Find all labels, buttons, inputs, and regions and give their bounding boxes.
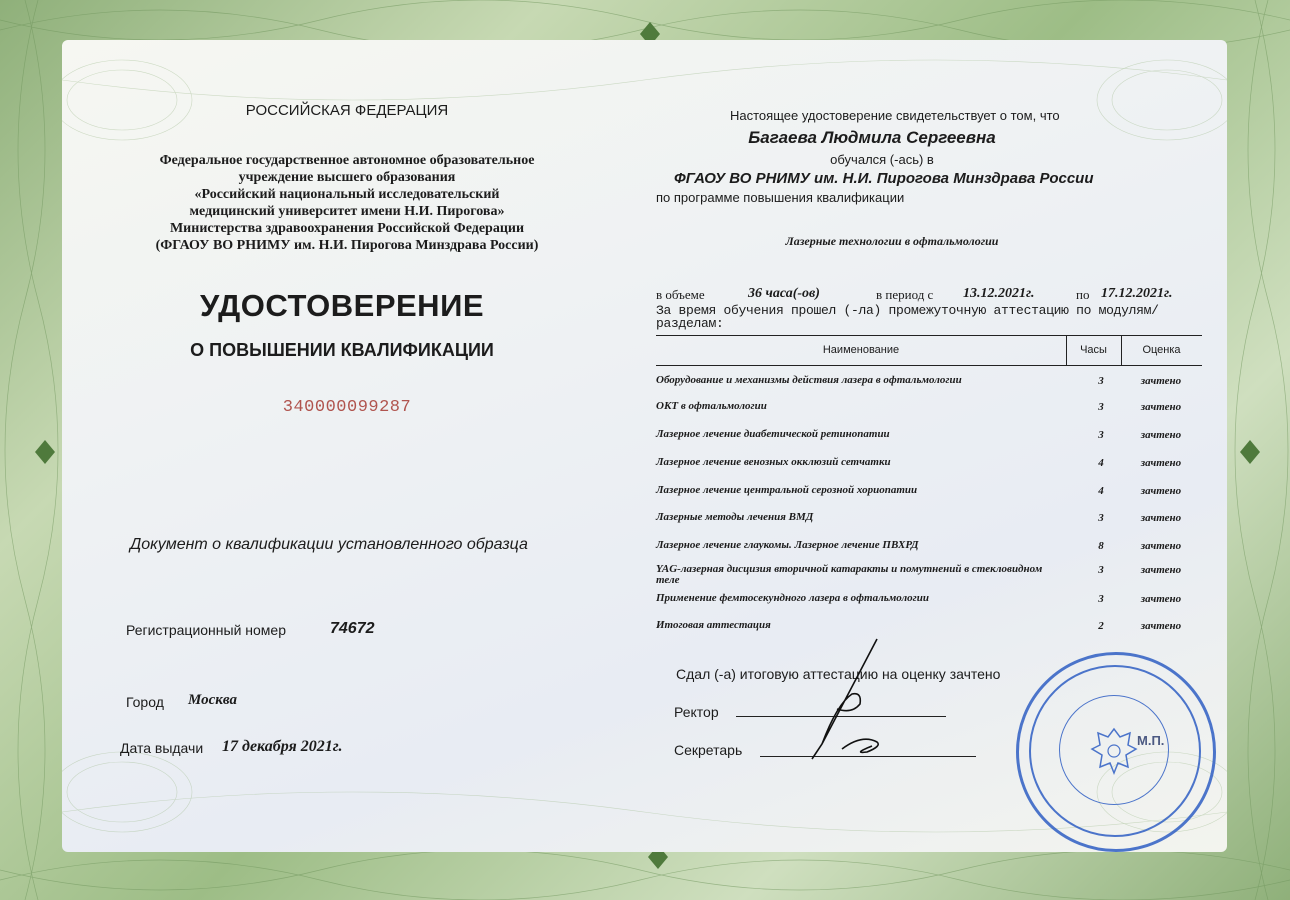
module-grade: зачтено: [1140, 512, 1182, 524]
studied-text: обучался (-ась) в: [830, 152, 934, 167]
module-grade: зачтено: [1140, 540, 1182, 552]
certificate-paper: [62, 40, 1227, 852]
module-name: Оборудование и механизмы действия лазера в офтальмологии: [656, 374, 962, 386]
reg-number-value: 74672: [330, 620, 375, 637]
module-hours: 2: [1098, 620, 1104, 632]
table-row: [656, 401, 1202, 415]
table-header-name: Наименование: [822, 344, 900, 356]
module-name: Лазерное лечение диабетической ретинопатии: [656, 428, 890, 440]
table-header-hours: Часы: [1080, 344, 1107, 356]
modules-table: [656, 335, 1202, 635]
module-grade: зачтено: [1140, 485, 1182, 497]
issue-date-label: Дата выдачи: [120, 740, 204, 756]
issue-date-value: 17 декабря 2021г.: [222, 738, 343, 755]
organization-block: [82, 152, 612, 254]
org-line: (ФГАОУ ВО РНИМУ им. Н.И. Пирогова Минздрава России): [155, 238, 539, 253]
module-hours: 3: [1098, 593, 1104, 605]
module-grade: зачтено: [1140, 401, 1182, 413]
module-hours: 3: [1098, 375, 1104, 387]
module-name: Лазерное лечение глаукомы. Лазерное лечение ПВХРД: [656, 539, 919, 551]
module-hours: 3: [1098, 401, 1104, 413]
table-row: [656, 457, 1202, 471]
period-from: 13.12.2021г.: [963, 286, 1035, 301]
module-grade: зачтено: [1140, 593, 1182, 605]
country-heading: РОССИЙСКАЯ ФЕДЕРАЦИЯ: [245, 102, 449, 119]
secretary-label: Секретарь: [674, 742, 743, 758]
volume-value: 36 часа(-ов): [748, 286, 820, 301]
official-stamp: [1016, 652, 1216, 852]
module-grade: зачтено: [1140, 429, 1182, 441]
holder-name: Багаева Людмила Сергеевна: [748, 128, 996, 147]
attestation-text: За время обучения прошел (-ла) промежуточную аттестацию по модулям/разделам:: [656, 303, 1159, 331]
rector-label: Ректор: [674, 704, 719, 720]
module-hours: 4: [1098, 457, 1104, 469]
module-name: Лазерное лечение венозных окклюзий сетчатки: [656, 456, 891, 468]
table-row: [656, 429, 1202, 443]
module-name: Итоговая аттестация: [656, 619, 771, 631]
program-name: Лазерные технологии в офтальмологии: [785, 234, 999, 248]
module-hours: 4: [1098, 485, 1104, 497]
program-label: по программе повышения квалификации: [656, 190, 905, 205]
org-line: Федеральное государственное автономное образовательное: [159, 153, 535, 168]
table-row: [656, 620, 1202, 634]
serial-number: 340000099287: [282, 398, 412, 417]
table-row: [656, 512, 1202, 526]
module-hours: 3: [1098, 429, 1104, 441]
module-name: Применение фемтосекундного лазера в офтальмологии: [656, 592, 929, 604]
module-hours: 3: [1098, 512, 1104, 524]
city-label: Город: [126, 694, 164, 710]
org-line: Министерства здравоохранения Российской Федерации: [169, 221, 525, 236]
eagle-emblem-icon: [1084, 723, 1144, 779]
document-subtitle: О ПОВЫШЕНИИ КВАЛИФИКАЦИИ: [190, 340, 494, 360]
org-line: «Российский национальный исследовательский: [194, 187, 500, 202]
module-name: ОКТ в офтальмологии: [656, 400, 767, 412]
reg-number-label: Регистрационный номер: [126, 622, 286, 638]
final-attestation-text: Сдал (-а) итоговую аттестацию на оценку зачтено: [676, 666, 1001, 682]
table-header-grade: Оценка: [1142, 344, 1181, 356]
stamp-mark-label: М.П.: [1137, 733, 1165, 748]
module-name: YAG-лазерная дисцизия вторичной катаракты и помутнений в стекловидном теле: [656, 563, 1043, 586]
document-type: Документ о квалификации установленного образца: [130, 536, 528, 553]
table-row: [656, 564, 1202, 592]
period-to: 17.12.2021г.: [1101, 286, 1173, 301]
module-grade: зачтено: [1140, 457, 1182, 469]
intro-text: Настоящее удостоверение свидетельствует о том, что: [730, 108, 1060, 123]
module-grade: зачтено: [1140, 564, 1182, 576]
table-row: [656, 540, 1202, 554]
module-name: Лазерные методы лечения ВМД: [656, 511, 814, 523]
table-header-rule: [656, 365, 1202, 366]
module-name: Лазерное лечение центральной серозной хориопатии: [656, 484, 918, 496]
period-label: в период с: [876, 287, 934, 302]
table-row: [656, 375, 1202, 403]
module-grade: зачтено: [1140, 375, 1182, 387]
volume-label: в объеме: [656, 287, 705, 302]
module-hours: 3: [1098, 564, 1104, 576]
period-to-label: по: [1076, 287, 1090, 302]
org-line: учреждение высшего образования: [238, 170, 456, 185]
table-row: [656, 485, 1202, 499]
document-title: УДОСТОВЕРЕНИЕ: [199, 288, 485, 323]
module-grade: зачтено: [1140, 620, 1182, 632]
institution-name: ФГАОУ ВО РНИМУ им. Н.И. Пирогова Минздрава России: [674, 170, 1094, 187]
city-value: Москва: [188, 692, 237, 708]
org-line: медицинский университет имени Н.И. Пирогова»: [189, 204, 505, 219]
module-hours: 8: [1098, 540, 1104, 552]
rector-signature: [782, 634, 892, 764]
table-row: [656, 593, 1202, 607]
